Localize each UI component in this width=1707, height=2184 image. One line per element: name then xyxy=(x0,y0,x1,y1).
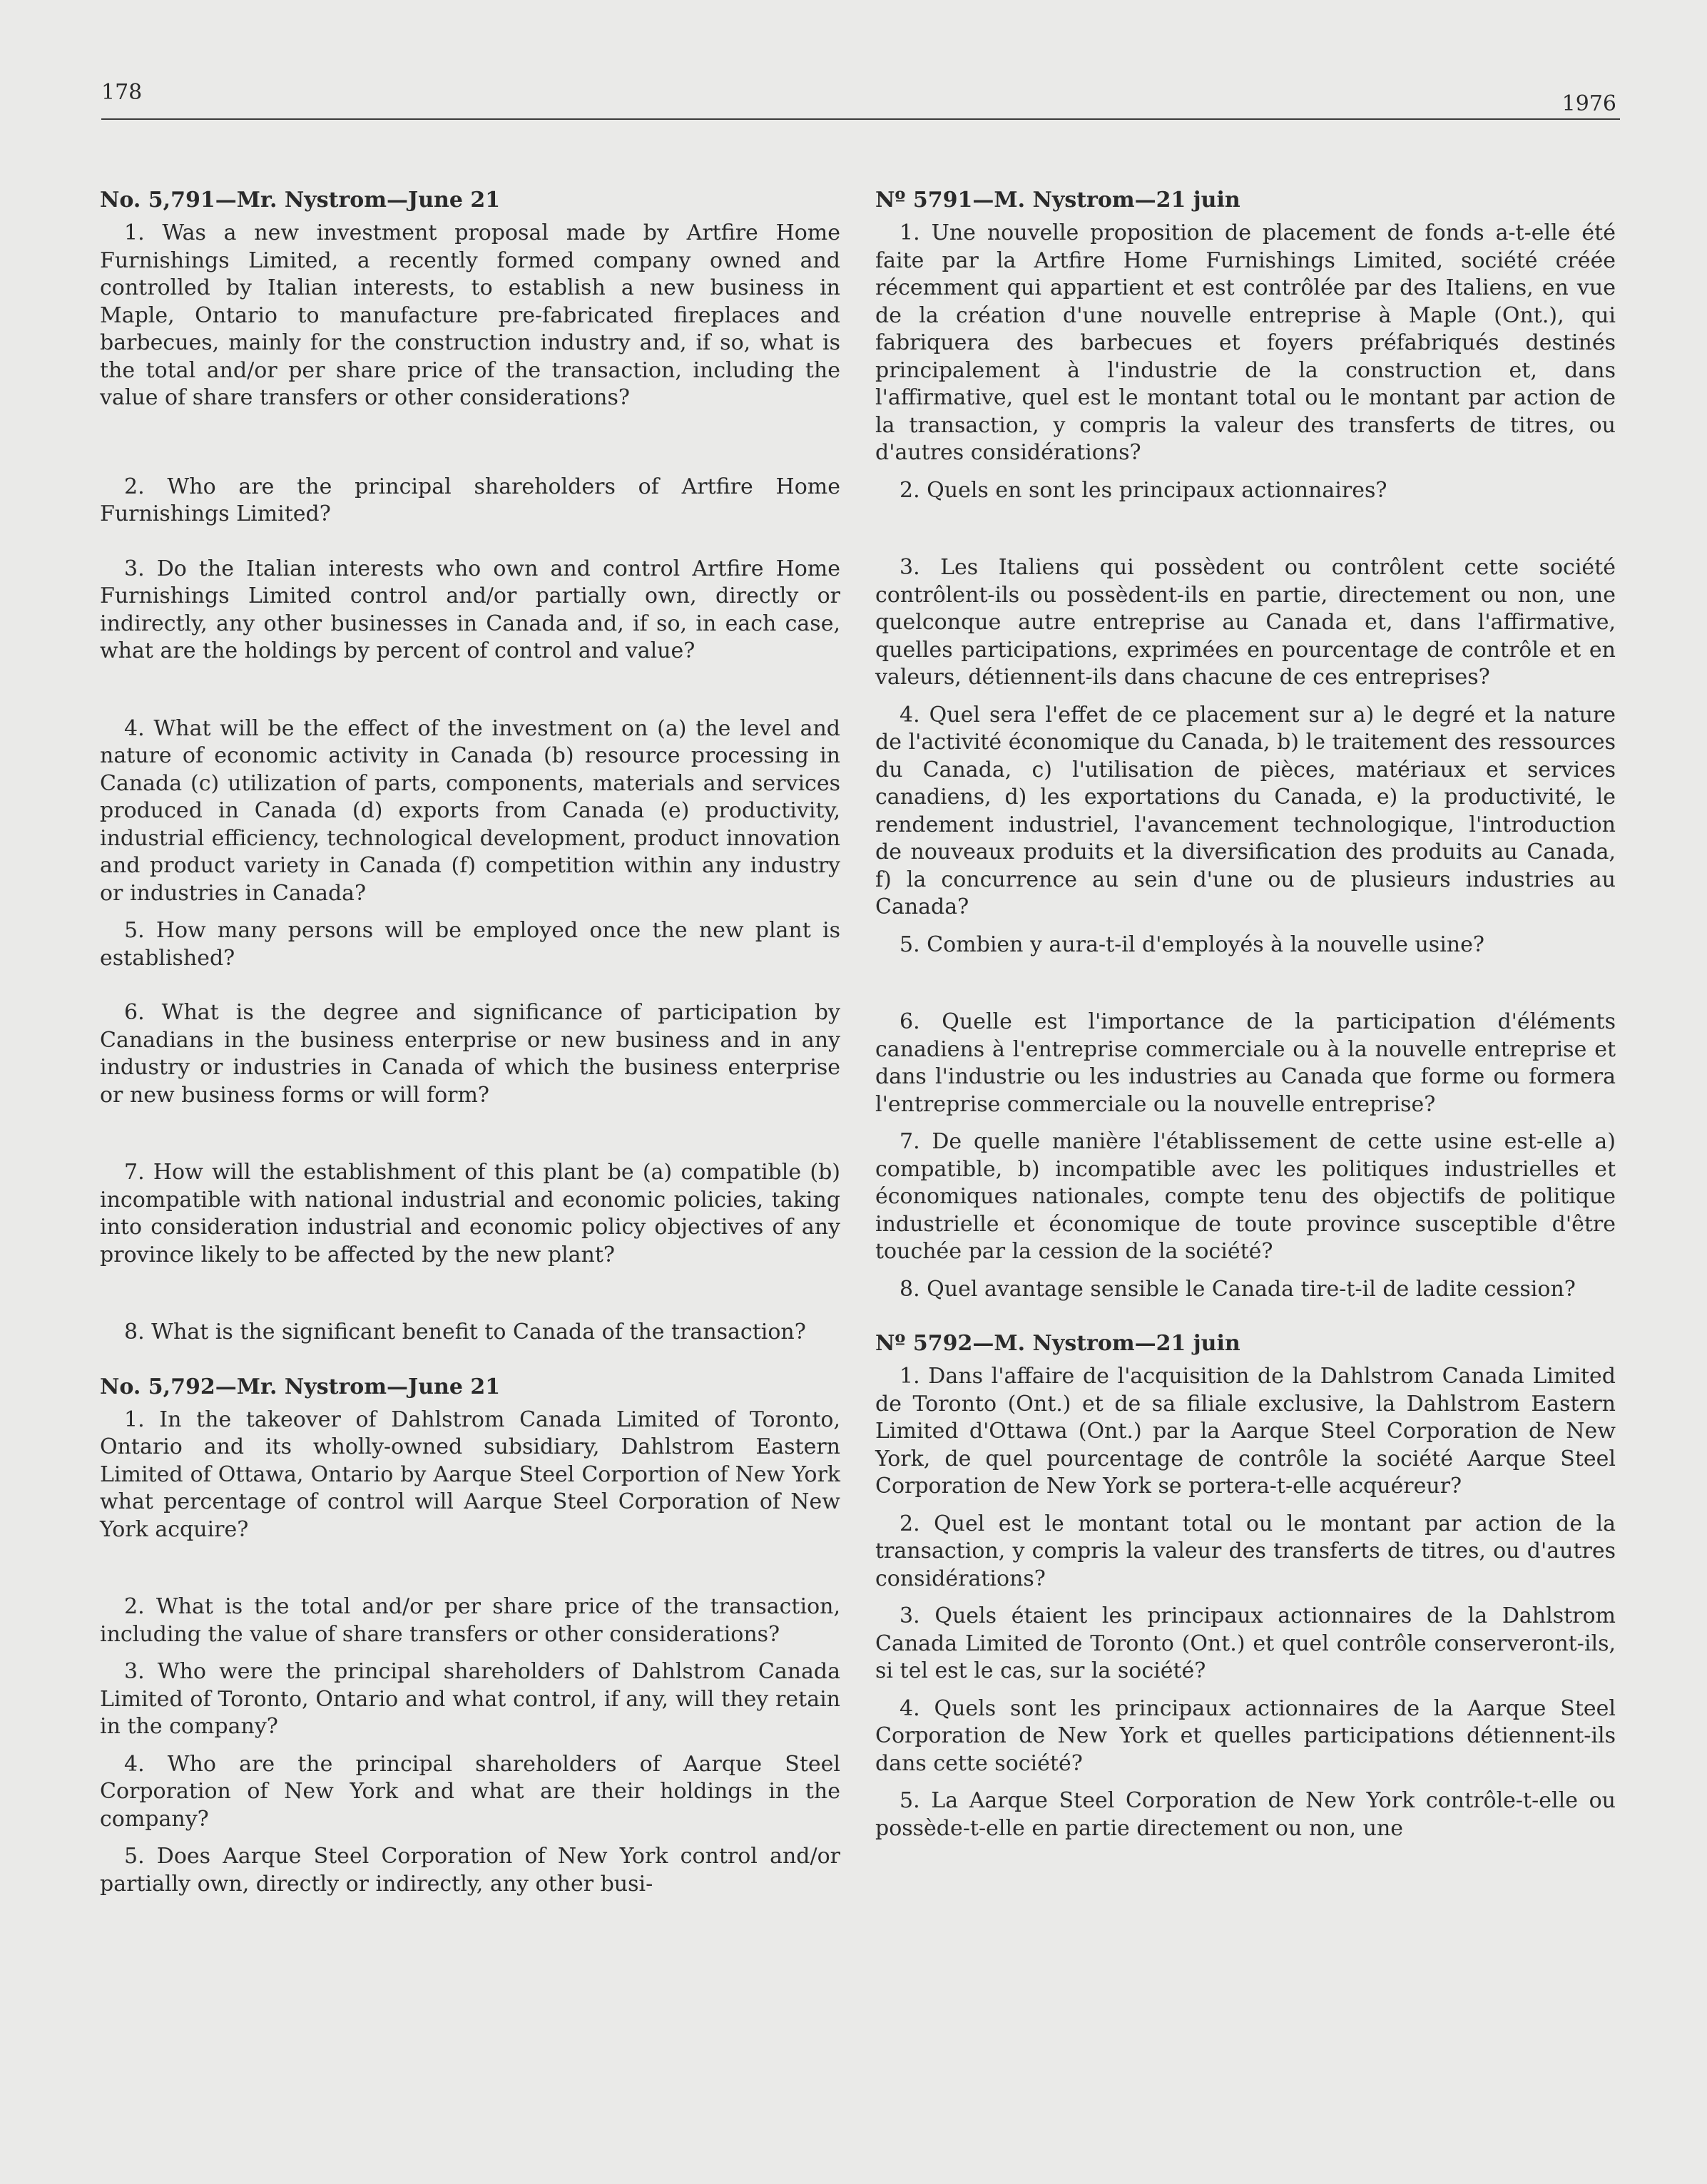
question-paragraph: 7. De quelle manière l'établissement de cette usine est-elle a) compatible, b) incompatible avec les politiques industrielles et économiques nationales, compte tenu des objectifs de politique industrielle et économique de toute province susceptible d'être touchée par la cession de la société? xyxy=(875,1129,1616,1264)
question-heading-5792-en: No. 5,792—Mr. Nystrom—June 21 xyxy=(100,1374,501,1399)
question-paragraph: 4. Quel sera l'effet de ce placement sur a) le degré et la nature de l'activité économique du Canada, b) le traitement des ressources du Canada, c) l'utilisation de pièces, matériaux et services canadiens, d) les exportations du Canada, e) la productivité, le rendement industriel, l'avancement technologique, l'introduction de nouveaux produits et la diversification des produits au Canada, f) la concurrence au sein d'une ou de plusieurs industries au Canada? xyxy=(875,702,1616,919)
question-paragraph: 1. Dans l'affaire de l'acquisition de la Dahlstrom Canada Limited de Toronto (Ont.) et de sa filiale exclusive, la Dahlstrom Eastern Limited d'Ottawa (Ont.) par la Aarque Steel Corporation de New York, de quel pourcentage de contrôle la société Aarque Steel Corporation de New York se portera-t-elle acquéreur? xyxy=(875,1364,1616,1499)
question-heading-5792-fr: Nº 5792—M. Nystrom—21 juin xyxy=(875,1331,1240,1356)
question-paragraph: 2. Quel est le montant total ou le montant par action de la transaction, y compris la valeur des transferts de titres, ou d'autres considérations? xyxy=(875,1511,1616,1591)
question-paragraph: 1. In the takeover of Dahlstrom Canada Limited of Toronto, Ontario and its wholly-owned subsidiary, Dahlstrom Eastern Limited of Ottawa, Ontario by Aarque Steel Corportion of New York what percentage of control will Aarque Steel Corporation of New York acquire? xyxy=(100,1407,840,1542)
question-heading-5791-fr: Nº 5791—M. Nystrom—21 juin xyxy=(875,188,1240,213)
question-paragraph: 7. How will the establishment of this plant be (a) compatible (b) incompatible with national industrial and economic policies, taking into consideration industrial and economic policy objectives of any province likely to be affected by the new plant? xyxy=(100,1160,840,1267)
question-paragraph: 3. Do the Italian interests who own and control Artfire Home Furnishings Limited control and/or partially own, directly or indirectly, any other businesses in Canada and, if so, in each case, what are the holdings by percent of control and value? xyxy=(100,556,840,663)
question-paragraph: 4. Quels sont les principaux actionnaires de la Aarque Steel Corporation de New York et quelles participations détiennent-ils dans cette société? xyxy=(875,1695,1616,1776)
question-paragraph: 2. What is the total and/or per share price of the transaction, including the value of share transfers or other considerations? xyxy=(100,1594,840,1647)
question-paragraph: 1. Une nouvelle proposition de placement de fonds a-t-elle été faite par la Artfire Home Furnishings Limited, société créée récemment qui appartient et est contrôlée par des Italiens, en vue de la création d'une nouvelle entreprise à Maple (Ont.), qui fabriquera des barbecues et foyers préfabriqués destinés principalement à l'industrie de la construction et, dans l'affirmative, quel est le montant total ou le montant par action de la transaction, y compris la valeur des transferts de titres, ou d'autres considérations? xyxy=(875,220,1616,465)
question-paragraph: 2. Who are the principal shareholders of Artfire Home Furnishings Limited? xyxy=(100,474,840,526)
page-number: 178 xyxy=(101,80,143,105)
question-paragraph: 3. Who were the principal shareholders of Dahlstrom Canada Limited of Toronto, Ontario and what control, if any, will they retain in the company? xyxy=(100,1659,840,1739)
question-paragraph: 3. Quels étaient les principaux actionnaires de la Dahlstrom Canada Limited de Toronto (Ont.) et quel contrôle conserveront-ils, si tel est le cas, sur la société? xyxy=(875,1603,1616,1683)
question-paragraph: 4. Who are the principal shareholders of Aarque Steel Corporation of New York and what are their holdings in the company? xyxy=(100,1751,840,1832)
question-paragraph: 5. La Aarque Steel Corporation de New York contrôle-t-elle ou possède-t-elle en partie directement ou non, une xyxy=(875,1788,1616,1841)
year-header: 1976 xyxy=(1561,91,1616,116)
header-rule xyxy=(101,118,1620,120)
question-paragraph: 5. How many persons will be employed once the new plant is established? xyxy=(100,918,840,971)
question-paragraph: 3. Les Italiens qui possèdent ou contrôlent cette société contrôlent-ils ou possèdent-ils en partie, directement ou non, une quelconque autre entreprise au Canada et, dans l'affirmative, quelles participations, exprimées en pourcentage de contrôle et en valeurs, détiennent-ils dans chacune de ces entreprises? xyxy=(875,555,1616,690)
question-heading-5791-en: No. 5,791—Mr. Nystrom—June 21 xyxy=(100,188,501,213)
english-column xyxy=(100,187,840,1898)
question-paragraph: 6. What is the degree and significance of participation by Canadians in the business enterprise or new business and in any industry or industries in Canada of which the business enterprise or new business forms or will form? xyxy=(100,1000,840,1108)
question-paragraph: 1. Was a new investment proposal made by Artfire Home Furnishings Limited, a recently formed company owned and controlled by Italian interests, to establish a new business in Maple, Ontario to manufacture pre-fabricated fireplaces and barbecues, mainly for the construction industry and, if so, what is the total and/or per share price of the transaction, including the value of share transfers or other considerations? xyxy=(100,220,840,410)
question-paragraph: 2. Quels en sont les principaux actionnaires? xyxy=(900,477,1387,503)
question-paragraph: 8. Quel avantage sensible le Canada tire-t-il de ladite cession? xyxy=(900,1276,1576,1302)
question-paragraph: 8. What is the significant benefit to Canada of the transaction? xyxy=(124,1320,806,1344)
question-paragraph: 4. What will be the effect of the investment on (a) the level and nature of economic activity in Canada (b) resource processing in Canada (c) utilization of parts, components, materials and services produced in Canada (d) exports from Canada (e) productivity, industrial efficiency, technological development, product innovation and product variety in Canada (f) competition within any industry or industries in Canada? xyxy=(100,715,840,906)
question-paragraph: 5. Combien y aura-t-il d'employés à la nouvelle usine? xyxy=(900,932,1484,957)
question-paragraph: 6. Quelle est l'importance de la participation d'éléments canadiens à l'entreprise commerciale ou à la nouvelle entreprise et dans l'industrie ou les industries au Canada que forme ou formera l'entreprise commerciale ou la nouvelle entreprise? xyxy=(875,1009,1616,1117)
question-paragraph: 5. Does Aarque Steel Corporation of New York control and/or partially own, directly or indirectly, any other busi- xyxy=(100,1844,840,1897)
french-column xyxy=(875,187,1616,1842)
